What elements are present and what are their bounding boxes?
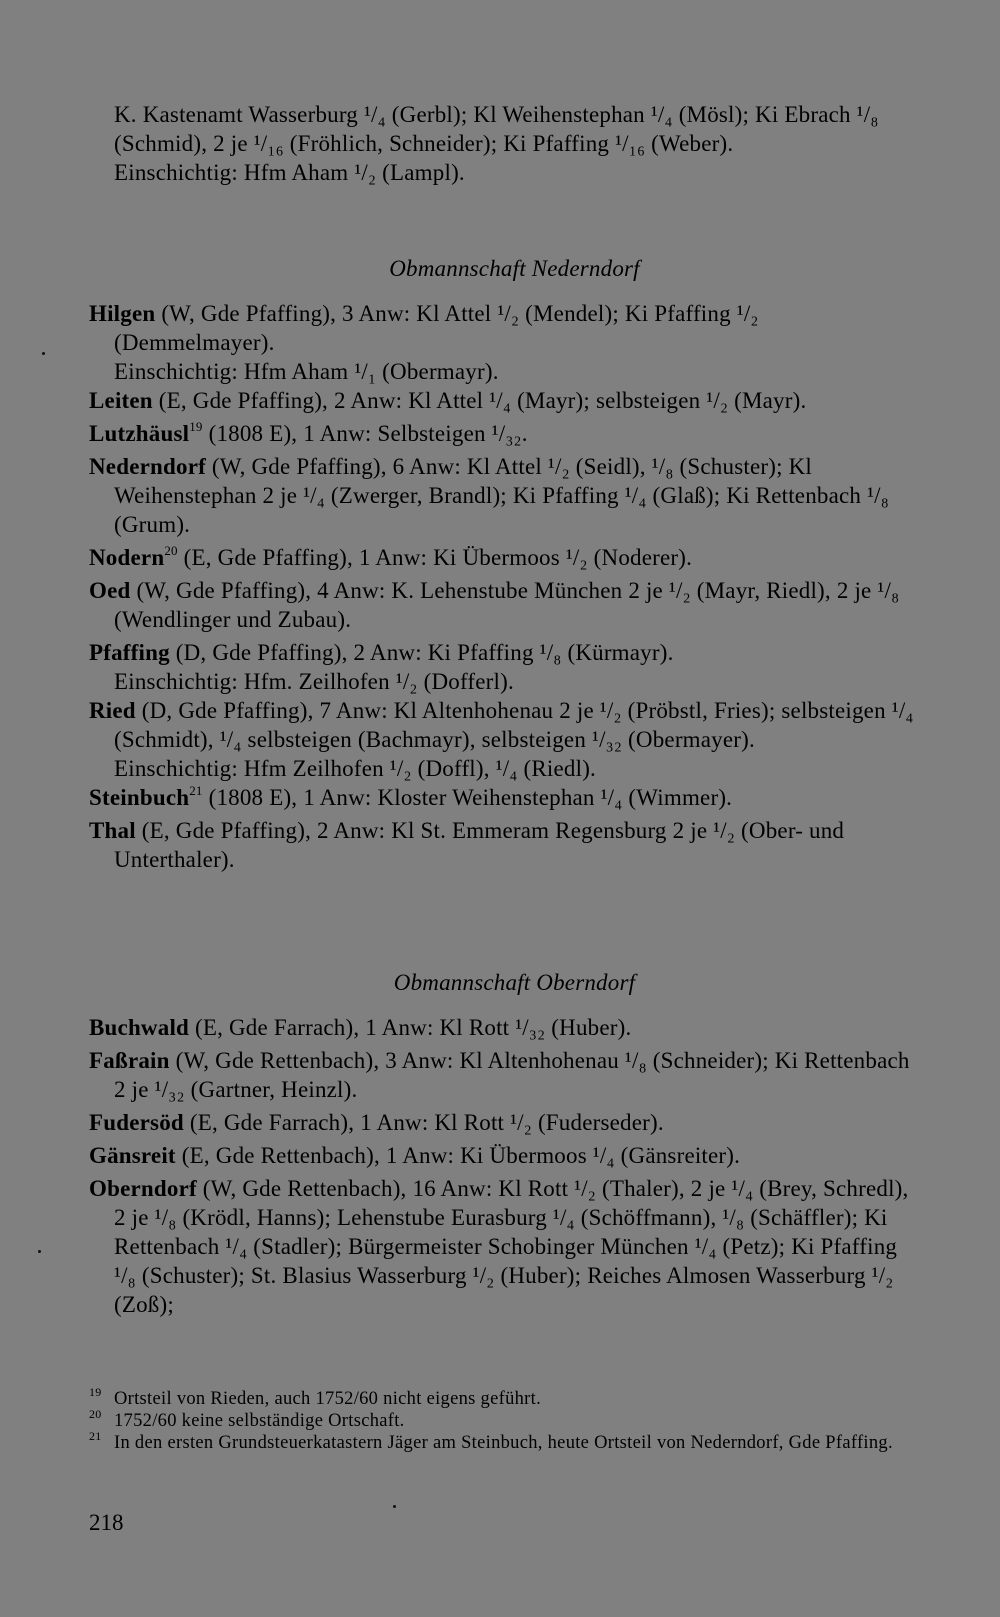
footnote-ref: 19	[189, 419, 203, 435]
entry	[89, 576, 915, 634]
footnote-ref: 21	[189, 783, 203, 799]
footnote: $^{19}$ Ortsteil von Rieden, auch 1752/60 nicht eigens geführt.	[89, 1384, 542, 1409]
entry-text: (E, Gde Rettenbach), 1 Anw: Ki Übermoos ¹/₄ (Gänsreiter).	[175, 1143, 741, 1168]
page-number: 218	[89, 1510, 124, 1535]
entry-name: Pfaffing	[89, 640, 170, 665]
entry-name: Leiten	[89, 388, 153, 413]
entry-name: Oed	[89, 578, 131, 603]
section-nederndorf	[89, 254, 915, 874]
entry-name: Nederndorf	[89, 454, 206, 479]
entry-text: (E, Gde Pfaffing), 1 Anw: Ki Übermoos ¹/₂ (Noderer).	[177, 545, 693, 570]
entry-list	[89, 1013, 915, 1319]
entry	[89, 1141, 915, 1170]
footnote-text: 1752/60 keine selbständige Ortschaft.	[114, 1411, 405, 1431]
einschichtig-text: Einschichtig: Hfm Zeilhofen ¹/₂ (Doffl), ¹/₄ (Riedl).	[114, 756, 597, 781]
entry-text: (1808 E), 1 Anw: Kloster Weihenstephan ¹/₄ (Wimmer).	[202, 785, 733, 810]
entry-list	[89, 299, 915, 874]
einschichtig-text: Einschichtig: Hfm. Zeilhofen ¹/₂ (Dofferl).	[114, 669, 514, 694]
entry-name: Fudersöd	[89, 1110, 184, 1135]
entry-name: Faßrain	[89, 1048, 170, 1073]
footnote: $^{20}$ 1752/60 keine selbständige Ortschaft.	[89, 1406, 405, 1431]
continuation-text: K. Kastenamt Wasserburg ¹/₄ (Gerbl); Kl Weihenstephan ¹/₄ (Mösl); Ki Ebrach ¹/₈ (Schmid), 2 je ¹/₁₆ (Fröhlich, Schneider); Ki Pfaffing ¹/₁₆ (Weber).	[114, 102, 879, 156]
footnote-text: Ortsteil von Rieden, auch 1752/60 nicht eigens geführt.	[114, 1389, 542, 1409]
entry	[89, 1174, 915, 1319]
entry-name: Gänsreit	[89, 1143, 176, 1168]
speck	[42, 352, 45, 355]
entry-text: (W, Gde Pfaffing), 3 Anw: Kl Attel ¹/₂ (Mendel); Ki Pfaffing ¹/₂ (Demmelmayer).	[114, 301, 759, 355]
top-block	[89, 100, 915, 187]
entry	[89, 452, 915, 539]
entry-text: (W, Gde Pfaffing), 6 Anw: Kl Attel ¹/₂ (Seidl), ¹/₈ (Schuster); Kl Weihenstephan 2 je ¹/₄ (Zwerger, Brandl); Ki Pfaffing ¹/₄ (Glaß); Ki Rettenbach ¹/₈ (Grum).	[114, 454, 889, 537]
entry-text: (E, Gde Pfaffing), 2 Anw: Kl Attel ¹/₄ (Mayr); selbsteigen ¹/₂ (Mayr).	[152, 388, 807, 413]
entry-name: Oberndorf	[89, 1176, 197, 1201]
entry	[89, 386, 915, 415]
entry-name: Steinbuch	[89, 785, 190, 810]
entry-name: Hilgen	[89, 301, 156, 326]
entry	[89, 783, 915, 812]
entry-text: (W, Gde Rettenbach), 16 Anw: Kl Rott ¹/₂ (Thaler), 2 je ¹/₄ (Brey, Schredl), 2 je ¹/₈ (Krödl, Hanns); Lehenstube Eurasburg ¹/₄ (Schöffmann), ¹/₈ (Schäffler); Ki Rettenbach ¹/₄ (Stadler); Bürgermeister Schobinger München ¹/₄ (Petz); Ki Pfaffing ¹/₈ (Schuster); St. Blasius Wasserburg ¹/₂ (Huber); Reiches Almosen Wasserburg ¹/₂ (Zoß);	[114, 1176, 909, 1317]
entry-text: (W, Gde Pfaffing), 4 Anw: K. Lehenstube München 2 je ¹/₂ (Mayr, Riedl), 2 je ¹/₈ (Wendlinger und Zubau).	[114, 578, 900, 632]
section-heading: Obmannschaft Oberndorf	[393, 970, 636, 995]
entry-name: Ried	[89, 698, 136, 723]
einschichtig-text: Einschichtig: Hfm Aham ¹/₁ (Obermayr).	[114, 359, 499, 384]
entry-text: (E, Gde Farrach), 1 Anw: Kl Rott ¹/₂ (Fuderseder).	[183, 1110, 664, 1135]
speck	[38, 1250, 41, 1253]
entry-text: (1808 E), 1 Anw: Selbsteigen ¹/₃₂.	[202, 421, 528, 446]
entry-name: Nodern	[89, 545, 165, 570]
entry-text: (W, Gde Rettenbach), 3 Anw: Kl Altenhohenau ¹/₈ (Schneider); Ki Rettenbach 2 je ¹/₃₂ (Gartner, Heinzl).	[114, 1048, 910, 1102]
entry	[89, 1013, 915, 1042]
section-heading: Obmannschaft Nederndorf	[389, 256, 640, 281]
entry	[89, 1046, 915, 1104]
entry-text: (D, Gde Pfaffing), 7 Anw: Kl Altenhohenau 2 je ¹/₂ (Pröbstl, Fries); selbsteigen ¹/₄ (Schmidt), ¹/₄ selbsteigen (Bachmayr), selbsteigen ¹/₃₂ (Obermayer).	[114, 698, 914, 752]
entry-name: Lutzhäusl	[89, 421, 190, 446]
speck	[393, 1505, 396, 1508]
entry	[89, 299, 915, 357]
entry-text: (E, Gde Pfaffing), 2 Anw: Kl St. Emmeram Regensburg 2 je ¹/₂ (Ober- und Unterthaler).	[114, 818, 845, 872]
entry	[89, 543, 915, 572]
entry	[89, 419, 915, 448]
footnote: $^{21}$ In den ersten Grundsteuerkatastern Jäger am Steinbuch, heute Ortsteil von Nederndorf, Gde Pfaffing.	[89, 1428, 893, 1453]
entry	[89, 696, 915, 754]
einschichtig-text: Einschichtig: Hfm Aham ¹/₂ (Lampl).	[114, 160, 465, 185]
footnotes	[89, 1384, 915, 1454]
entry	[89, 638, 915, 667]
entry-name: Buchwald	[89, 1015, 190, 1040]
entry	[89, 816, 915, 874]
section-oberndorf	[89, 968, 915, 1319]
entry	[89, 1108, 915, 1137]
footnote-ref: 20	[164, 543, 178, 559]
footnote-text: In den ersten Grundsteuerkatastern Jäger am Steinbuch, heute Ortsteil von Nederndorf, Gde Pfaffing.	[114, 1433, 893, 1453]
entry-name: Thal	[89, 818, 136, 843]
entry-text: (E, Gde Farrach), 1 Anw: Kl Rott ¹/₃₂ (Huber).	[189, 1015, 632, 1040]
entry-text: (D, Gde Pfaffing), 2 Anw: Ki Pfaffing ¹/₈ (Kürmayr).	[169, 640, 674, 665]
